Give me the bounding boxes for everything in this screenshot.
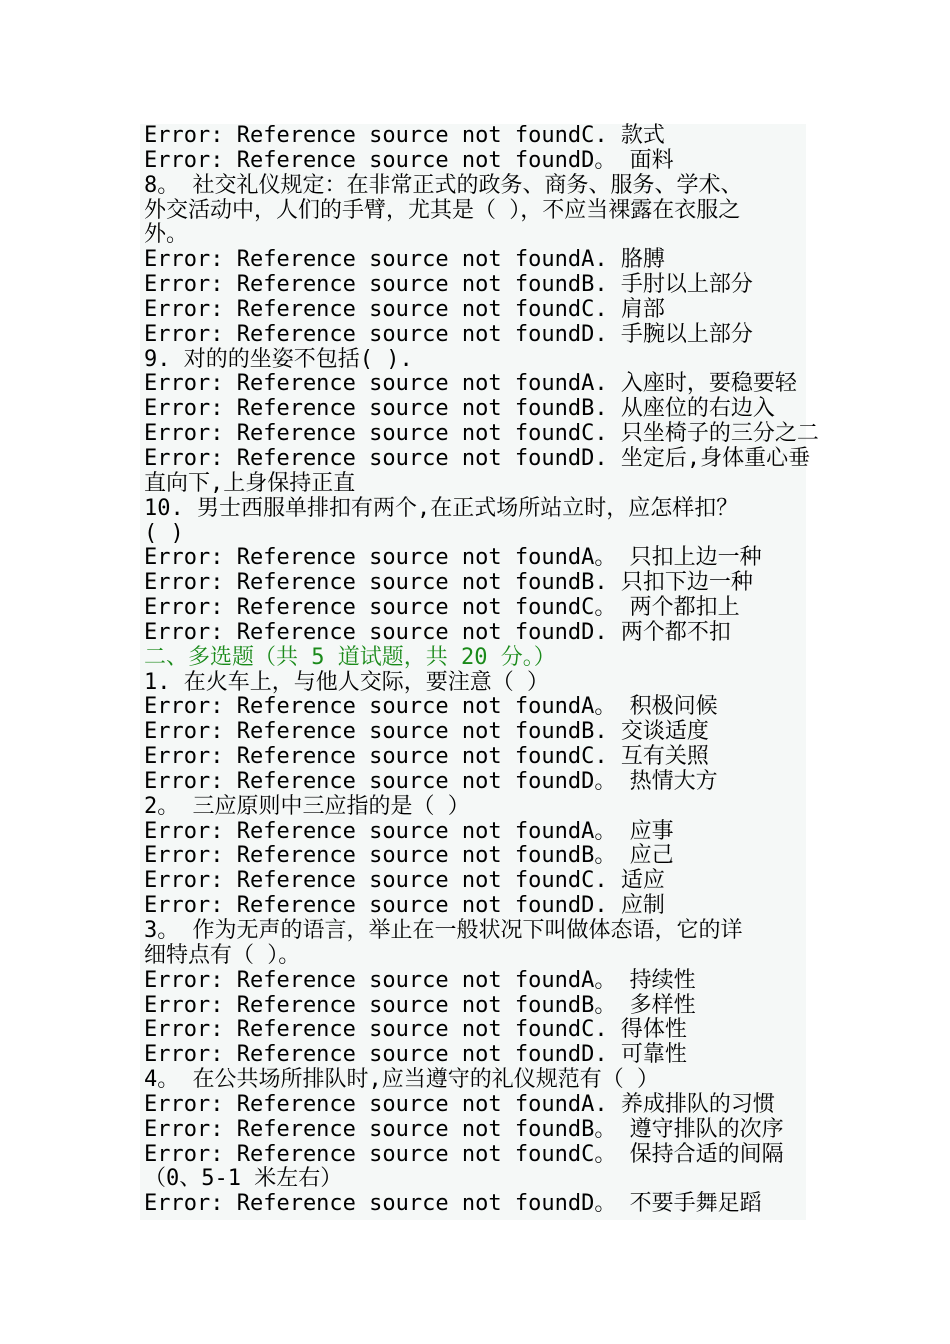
text-line: Error: Reference source not foundB. 从座位的右边入 <box>144 396 775 422</box>
text-line: Error: Reference source not foundC. 只坐椅子的三分之二 <box>144 421 819 447</box>
text-line: Error: Reference source not foundD. 坐定后,身体重心垂 <box>144 445 811 471</box>
text-line: Error: Reference source not foundB. 手肘以上部分 <box>144 272 753 298</box>
text-line: Error: Reference source not foundC。 两个都扣上 <box>144 595 740 621</box>
text-line: Error: Reference source not foundC. 肩部 <box>144 296 665 322</box>
text-line: 4。 在公共场所排队时,应当遵守的礼仪规范有（ ） <box>144 1067 659 1093</box>
text-line: Error: Reference source not foundA。 持续性 <box>144 967 696 993</box>
text-line: Error: Reference source not foundB. 只扣下边一种 <box>144 570 753 596</box>
text-line: 外。 <box>144 222 189 248</box>
text-line: （0、5-1 米左右） <box>144 1166 343 1192</box>
text-line: Error: Reference source not foundD. 手腕以上部分 <box>144 321 753 347</box>
text-line: Error: Reference source not foundA。 只扣上边一种 <box>144 545 762 571</box>
text-line: 2。 三应原则中三应指的是（ ） <box>144 793 470 819</box>
text-line: 1. 在火车上，与他人交际，要注意（ ） <box>144 669 549 695</box>
section-heading: 二、多选题（共 5 道试题，共 20 分。） <box>144 644 556 670</box>
text-line: 3。 作为无声的语言，举止在一般状况下叫做体态语，它的详 <box>144 918 743 943</box>
text-line: Error: Reference source not foundA. 入座时，要稳要轻 <box>144 371 797 397</box>
text-line: Error: Reference source not foundC。 保持合适的间隔 <box>144 1141 784 1167</box>
text-line: Error: Reference source not foundD。 热情大方 <box>144 768 718 794</box>
text-line: Error: Reference source not foundA. 养成排队的习惯 <box>144 1091 775 1117</box>
text-line: 外交活动中，人们的手臂，尤其是（ ），不应当裸露在衣服之 <box>144 197 741 223</box>
text-line: Error: Reference source not foundC. 互有关照 <box>144 744 709 770</box>
text-line: 8。 社交礼仪规定：在非常正式的政务、商务、服务、学术、 <box>144 172 743 198</box>
text-line: Error: Reference source not foundD. 应制 <box>144 893 665 919</box>
text-line: Error: Reference source not foundA。 应事 <box>144 818 674 844</box>
text-line: Error: Reference source not foundC. 适应 <box>144 868 665 894</box>
text-line: Error: Reference source not foundD. 可靠性 <box>144 1042 687 1068</box>
document-page <box>140 123 819 1220</box>
text-line: 9. 对的的坐姿不包括( ). <box>144 346 413 372</box>
text-line: Error: Reference source not foundA。 积极问候 <box>144 694 718 720</box>
text-line: 10. 男士西服单排扣有两个,在正式场所站立时，应怎样扣？ <box>144 495 739 521</box>
text-line: 直向下,上身保持正直 <box>144 470 356 496</box>
text-line: Error: Reference source not foundA. 胳膊 <box>144 247 665 273</box>
text-line: Error: Reference source not foundD。 不要手舞足蹈 <box>144 1191 762 1217</box>
text-line: Error: Reference source not foundD. 两个都不扣 <box>144 619 731 645</box>
text-line: 细特点有（ ）。 <box>144 942 301 968</box>
text-line: Error: Reference source not foundD。 面料 <box>144 147 674 173</box>
text-line: Error: Reference source not foundB。 遵守排队的次序 <box>144 1116 784 1142</box>
text-line: ( ) <box>144 520 184 546</box>
document-text-lines <box>144 123 819 1217</box>
text-line: Error: Reference source not foundB。 多样性 <box>144 992 696 1018</box>
text-line: Error: Reference source not foundB。 应己 <box>144 843 674 869</box>
text-line: Error: Reference source not foundB. 交谈适度 <box>144 719 709 745</box>
text-line: Error: Reference source not foundC. 得体性 <box>144 1017 687 1043</box>
text-line: Error: Reference source not foundC. 款式 <box>144 123 665 148</box>
